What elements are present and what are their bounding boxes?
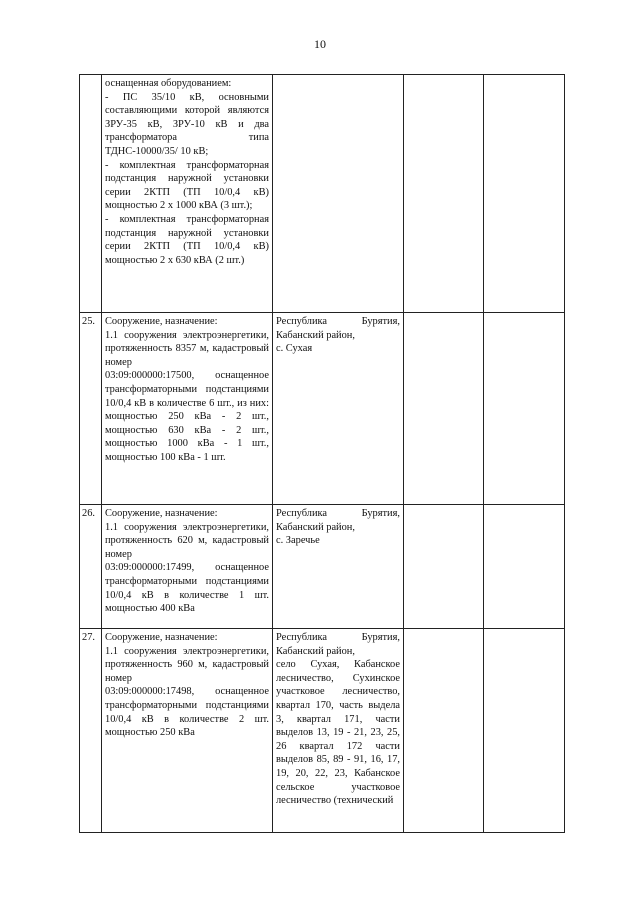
object-address: Республика Бурятия, Кабанский район, с. Заречье <box>273 505 404 629</box>
object-description: Сооружение, назначение: 1.1 сооружения электроэнергетики, протяженность 620 м, кадастровый номер 03:09:000000:17499, оснащенное трансформаторными подстанциями 10/0,4 кВ в количестве 1 шт. мощностью 400 кВа <box>102 505 273 629</box>
table-row <box>80 313 565 505</box>
object-address <box>273 75 404 313</box>
empty-cell <box>484 75 565 313</box>
object-description: Сооружение, назначение: 1.1 сооружения электроэнергетики, протяженность 8357 м, кадастровый номер 03:09:000000:17500, оснащенное трансформаторными подстанциями 10/0,4 кВ в количестве 6 шт., из них: мощностью 250 кВа - 2 шт., мощностью 630 кВа - 2 шт., мощностью 1000 кВа - 1 шт., мощностью 100 кВа - 1 шт. <box>102 313 273 505</box>
row-number: 26. <box>80 505 102 629</box>
registry-table <box>79 74 565 833</box>
empty-cell <box>484 629 565 833</box>
object-description: Сооружение, назначение: 1.1 сооружения электроэнергетики, протяженность 960 м, кадастровый номер 03:09:000000:17498, оснащенное трансформаторными подстанциями 10/0,4 кВ в количестве 2 шт. мощностью 250 кВа <box>102 629 273 833</box>
row-number: 27. <box>80 629 102 833</box>
object-description: оснащенная оборудованием: - ПС 35/10 кВ, основными составляющими которой являются ЗРУ-35 кВ, ЗРУ-10 кВ и два трансформатора типа ТДНС-10000/35/ 10 кВ; - комплектная трансформаторная подстанция наружной установки серии 2КТП (ТП 10/0,4 кВ) мощностью 2 х 1000 кВА (3 шт.); - комплектная трансформаторная подстанция наружной установки серии 2КТП (ТП 10/0,4 кВ) мощностью 2 х 630 кВА (2 шт.) <box>102 75 273 313</box>
empty-cell <box>404 629 484 833</box>
empty-cell <box>404 75 484 313</box>
row-number: 25. <box>80 313 102 505</box>
empty-cell <box>404 505 484 629</box>
empty-cell <box>404 313 484 505</box>
empty-cell <box>484 505 565 629</box>
table-row <box>80 75 565 313</box>
page-number: 10 <box>314 37 326 51</box>
object-address: Республика Бурятия, Кабанский район, с. Сухая <box>273 313 404 505</box>
table-row <box>80 505 565 629</box>
object-address: Республика Бурятия, Кабанский район, село Сухая, Кабанское лесничество, Сухинское участковое лесничество, квартал 170, часть выдела 3, квартал 171, части выделов 13, 19 - 21, 23, 25, 26 квартал 172 части выделов 85, 89 - 91, 16, 17, 19, 20, 22, 23, Кабанское сельское участковое лесничество (технический <box>273 629 404 833</box>
table-row <box>80 629 565 833</box>
row-number <box>80 75 102 313</box>
empty-cell <box>484 313 565 505</box>
